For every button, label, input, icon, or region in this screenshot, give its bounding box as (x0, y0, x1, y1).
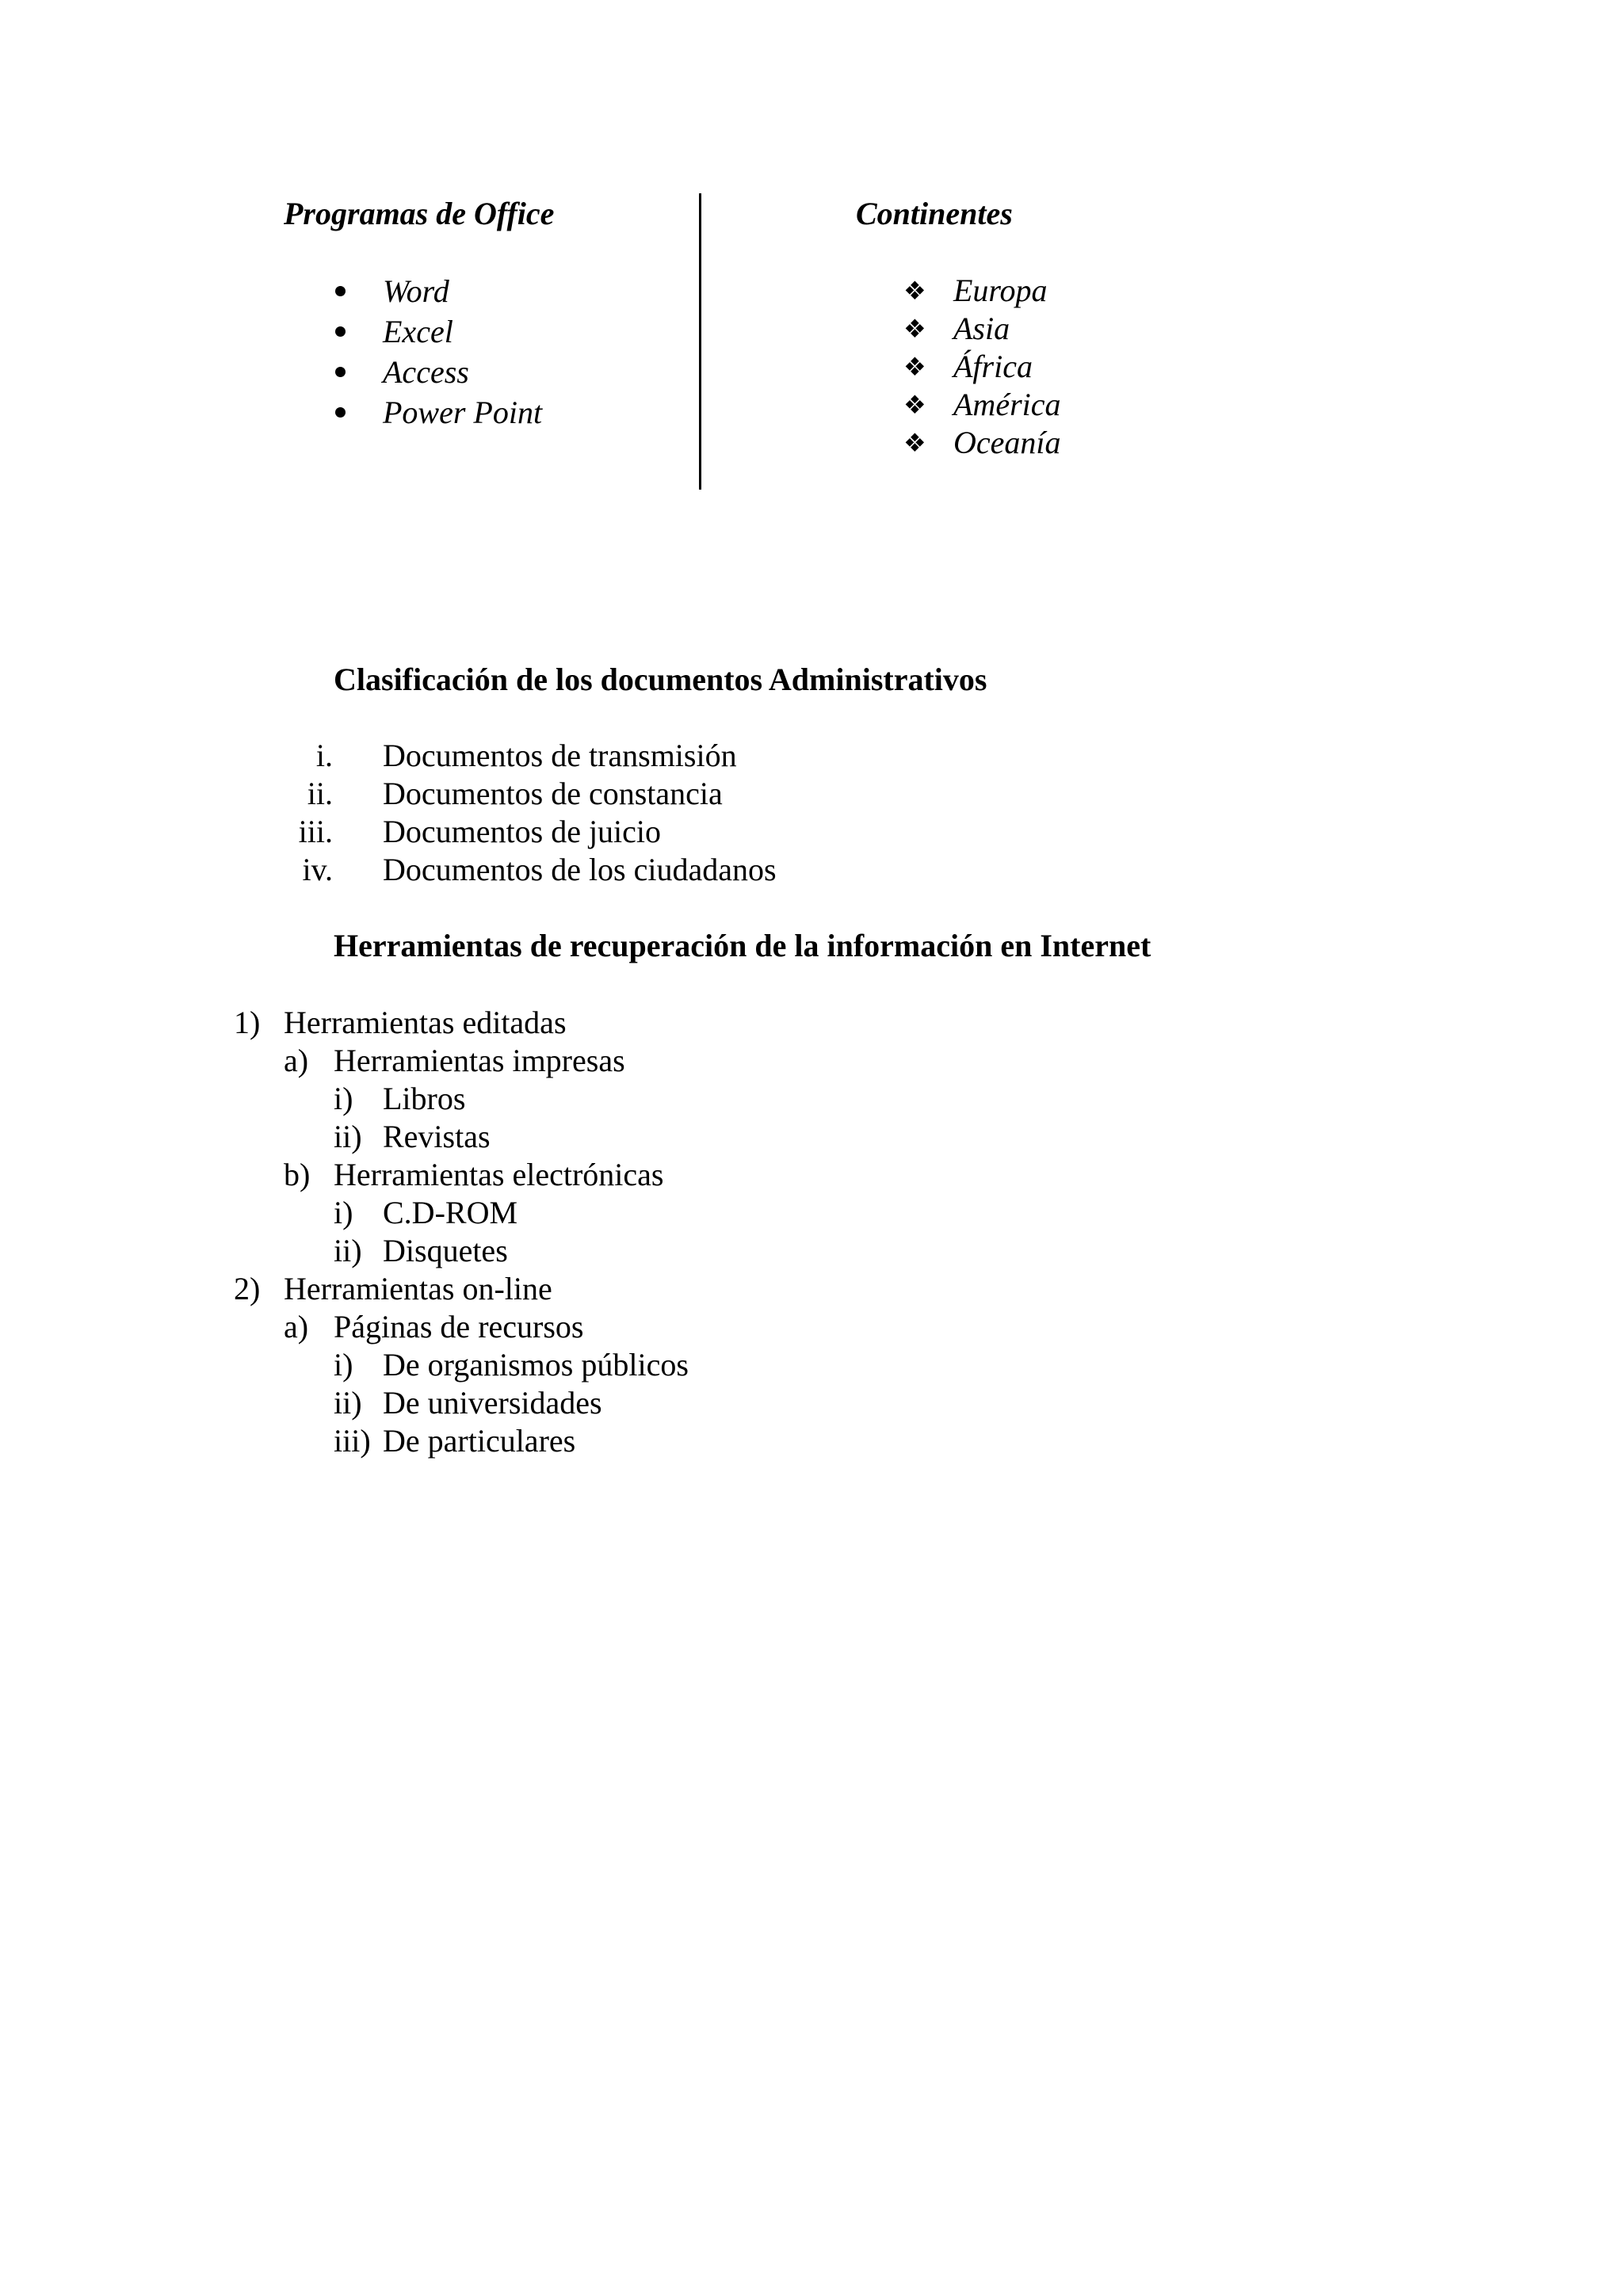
list-marker: b) (284, 1157, 311, 1192)
continent-item-label: América (953, 387, 1061, 422)
tool-item-label: De universidades (383, 1385, 602, 1421)
list-marker: iii) (334, 1423, 371, 1459)
internet-tools-heading: Herramientas de recuperación de la información en Internet (334, 928, 1151, 963)
list-marker: ii) (334, 1233, 362, 1268)
bullet-dot-icon (335, 367, 346, 377)
list-marker: ii. (307, 776, 333, 811)
tool-item-label: Herramientas impresas (334, 1043, 625, 1078)
bullet-dot-icon (335, 407, 346, 418)
tool-item-label: C.D-ROM (383, 1195, 518, 1230)
diamond-bullet-icon: ❖ (903, 353, 926, 381)
tool-item-label: De particulares (383, 1423, 576, 1459)
list-marker: a) (284, 1309, 309, 1344)
office-item-label: Excel (383, 314, 453, 349)
continent-item-label: Asia (953, 311, 1010, 346)
admin-doc-label: Documentos de los ciudadanos (383, 852, 777, 887)
bullet-dot-icon (335, 286, 346, 296)
list-marker: 2) (234, 1271, 261, 1306)
diamond-bullet-icon: ❖ (903, 429, 926, 457)
admin-doc-label: Documentos de constancia (383, 776, 723, 811)
tool-item-label: Libros (383, 1081, 466, 1116)
column-divider (699, 193, 701, 490)
tool-item-label: De organismos públicos (383, 1347, 689, 1383)
list-marker: a) (284, 1043, 309, 1078)
bullet-dot-icon (335, 326, 346, 337)
diamond-bullet-icon: ❖ (903, 315, 926, 343)
office-item-label: Access (383, 354, 469, 390)
office-item-label: Word (383, 273, 449, 309)
list-marker: iv. (302, 852, 333, 887)
office-item-label: Power Point (383, 395, 543, 430)
list-marker: i. (315, 738, 333, 773)
office-heading: Programas de Office (284, 196, 555, 231)
continent-item-label: Europa (953, 273, 1048, 308)
continent-item-label: África (953, 349, 1033, 384)
list-marker: 1) (234, 1005, 261, 1040)
list-marker: ii) (334, 1119, 362, 1154)
tool-item-label: Revistas (383, 1119, 491, 1154)
tool-item-label: Herramientas editadas (284, 1005, 567, 1040)
list-marker: ii) (334, 1385, 362, 1421)
diamond-bullet-icon: ❖ (903, 391, 926, 419)
list-marker: i) (334, 1195, 353, 1230)
admin-doc-label: Documentos de juicio (383, 814, 662, 849)
list-marker: i) (334, 1081, 353, 1116)
diamond-bullet-icon: ❖ (903, 277, 926, 305)
tool-item-label: Herramientas electrónicas (334, 1157, 664, 1192)
tool-item-label: Páginas de recursos (334, 1309, 584, 1344)
tool-item-label: Disquetes (383, 1233, 508, 1268)
continent-item-label: Oceanía (953, 425, 1061, 460)
list-marker: iii. (298, 814, 333, 849)
admin-doc-label: Documentos de transmisión (383, 738, 737, 773)
continents-heading: Continentes (856, 196, 1013, 231)
admin-docs-heading: Clasificación de los documentos Administrativos (334, 662, 987, 697)
tool-item-label: Herramientas on-line (284, 1271, 552, 1306)
list-marker: i) (334, 1347, 353, 1383)
